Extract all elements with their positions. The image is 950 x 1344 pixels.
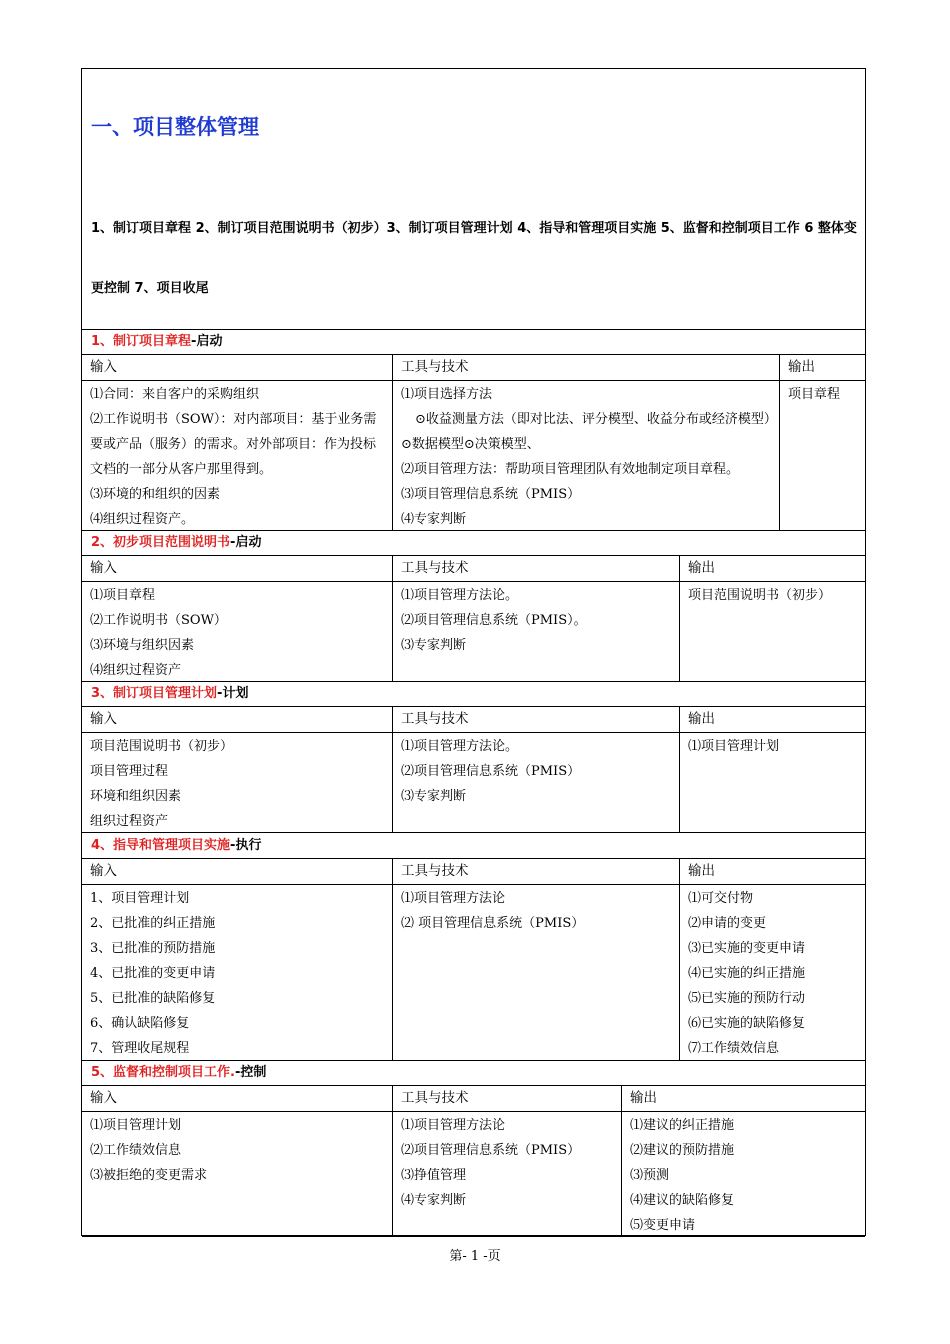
list-item: ⑷组织过程资产。 [90,512,195,527]
list-item: 环境和组织因素 [90,789,182,804]
list-item: ⑴项目管理方法论 [401,891,506,906]
list-item: 项目范围说明书（初步） [90,739,234,754]
list-item: ⑷专家判断 [401,1193,467,1208]
section-name: 4、指导和管理项目实施 [91,838,231,853]
output-cell [680,733,865,832]
content-row [82,381,865,531]
tools-cell [393,381,780,530]
list-item: 3、已批准的预防措施 [90,941,216,956]
list-item: ⑴项目章程 [90,588,156,603]
column-header-tools: 工具与技术 [393,859,680,884]
input-cell [82,885,393,1060]
column-header-output: 输出 [788,359,815,375]
tools-cell [393,1112,622,1236]
output-cell [780,381,865,530]
section-3 [82,682,865,833]
column-header-row [82,859,865,885]
tools-cell [393,885,680,1060]
list-item: ⑴项目管理计划 [688,739,780,754]
list-item: ⑵工作绩效信息 [90,1143,182,1158]
column-header-tools: 工具与技术 [393,355,780,380]
list-item: ⑶环境与组织因素 [90,638,195,653]
section-name: 3、制订项目管理计划 [91,686,218,701]
page-number: 第- 1 -页 [449,1249,501,1264]
list-item: ⑷建议的缺陷修复 [630,1193,735,1208]
list-item: ⑴合同：来自客户的采购组织 [90,387,260,402]
section-5 [82,1061,865,1237]
list-item: ⑴项目管理方法论。 [401,588,519,603]
content-row [82,1112,865,1237]
list-item: 4、已批准的变更申请 [90,966,216,981]
tools-cell [393,582,680,681]
section-heading [82,834,865,859]
list-item: ⑶已实施的变更申请 [688,941,806,956]
list-item: ⑵建议的预防措施 [630,1143,735,1158]
intro-block [82,69,865,330]
output-cell [680,885,865,1060]
section-phase: -启动 [191,334,223,349]
list-item: 5、已批准的缺陷修复 [90,991,216,1006]
list-item: ⊙收益测量方法（即对比法、评分模型、收益分布或经济模型）⊙数据模型⊙决策模型、 [401,412,771,452]
output-cell [680,582,865,681]
input-cell [82,381,393,530]
column-header-input: 输入 [82,1086,393,1111]
list-item: 项目范围说明书（初步） [688,588,832,603]
section-heading [82,330,865,355]
section-name: 2、初步项目范围说明书 [91,535,231,550]
section-heading [82,1061,865,1086]
list-item: ⑴项目选择方法 [401,387,493,402]
section-name: 1、制订项目章程 [91,334,192,349]
column-header-input: 输入 [82,556,393,581]
document-page [81,68,866,1236]
content-row [82,582,865,682]
column-header-input: 输入 [82,707,393,732]
list-item: ⑶挣值管理 [401,1168,467,1183]
list-item: 7、管理收尾规程 [90,1041,190,1056]
input-cell [82,582,393,681]
output-cell [622,1112,865,1236]
column-header-row [82,707,865,733]
list-item: ⑴项目管理计划 [90,1118,182,1133]
column-header-row [82,556,865,582]
list-item: ⑶专家判断 [401,638,467,653]
list-item: ⑵工作说明书（SOW） [90,613,227,628]
column-header-row [82,1086,865,1112]
list-item: ⑵项目管理信息系统（PMIS） [401,1143,581,1158]
page-title: 一、项目整体管理 [91,115,259,139]
list-item: ⑷专家判断 [401,512,467,527]
list-item: ⑹已实施的缺陷修复 [688,1016,806,1031]
list-item: ⑶专家判断 [401,789,467,804]
list-item: ⑵工作说明书（SOW）：对内部项目：基于业务需要或产品（服务）的需求。对外部项目：作为投标文档的一部分从客户那里得到。 [90,412,377,477]
list-item: ⑴项目管理方法论。 [401,739,519,754]
section-phase: -执行 [230,838,262,853]
list-item: ⑴可交付物 [688,891,754,906]
section-phase: -启动 [230,535,262,550]
list-item: 1、项目管理计划 [90,891,190,906]
section-heading [82,682,865,707]
section-4 [82,834,865,1061]
column-header-tools: 工具与技术 [393,556,680,581]
list-item: ⑵项目管理信息系统（PMIS） [401,764,581,779]
list-item: 2、已批准的纠正措施 [90,916,216,931]
list-item: ⑴项目管理方法论 [401,1118,506,1133]
list-item: 项目管理过程 [90,764,169,779]
content-row [82,733,865,833]
content-row [82,885,865,1061]
list-item: ⑶环境的和组织的因素 [90,487,221,502]
list-item: ⑸已实施的预防行动 [688,991,806,1006]
column-header-output: 输出 [688,711,715,727]
column-header-output: 输出 [688,560,715,576]
list-item: ⑵申请的变更 [688,916,767,931]
process-summary: 1、制订项目章程 2、制订项目范围说明书（初步）3、制订项目管理计划 4、指导和管理项目实施 5、监督和控制项目工作 6 整体变更控制 7、项目收尾 [91,221,857,296]
list-item: ⑺工作绩效信息 [688,1041,780,1056]
column-header-output: 输出 [688,863,715,879]
section-2 [82,531,865,682]
list-item: ⑵项目管理信息系统（PMIS）。 [401,613,587,628]
section-1 [82,330,865,531]
list-item: ⑴建议的纠正措施 [630,1118,735,1133]
list-item: ⑶预测 [630,1168,670,1183]
section-heading [82,531,865,556]
column-header-tools: 工具与技术 [393,707,680,732]
list-item: 组织过程资产 [90,814,169,829]
list-item: ⑸变更申请 [630,1218,696,1233]
list-item: ⑷已实施的纠正措施 [688,966,806,981]
list-item: ⑶项目管理信息系统（PMIS） [401,487,581,502]
section-phase: -控制 [234,1065,267,1080]
list-item: ⑶被拒绝的变更需求 [90,1168,208,1183]
section-name: 5、监督和控制项目工作. [91,1065,235,1080]
list-item: ⑵项目管理方法：帮助项目管理团队有效地制定项目章程。 [401,462,740,477]
list-item: ⑵ 项目管理信息系统（PMIS） [401,916,585,931]
column-header-input: 输入 [82,355,393,380]
column-header-input: 输入 [82,859,393,884]
column-header-tools: 工具与技术 [393,1086,622,1111]
input-cell [82,1112,393,1236]
list-item: 项目章程 [788,387,841,402]
column-header-row [82,355,865,381]
input-cell [82,733,393,832]
section-phase: -计划 [217,686,249,701]
column-header-output: 输出 [630,1090,657,1106]
list-item: ⑷组织过程资产 [90,663,182,678]
tools-cell [393,733,680,832]
list-item: 6、确认缺陷修复 [90,1016,190,1031]
